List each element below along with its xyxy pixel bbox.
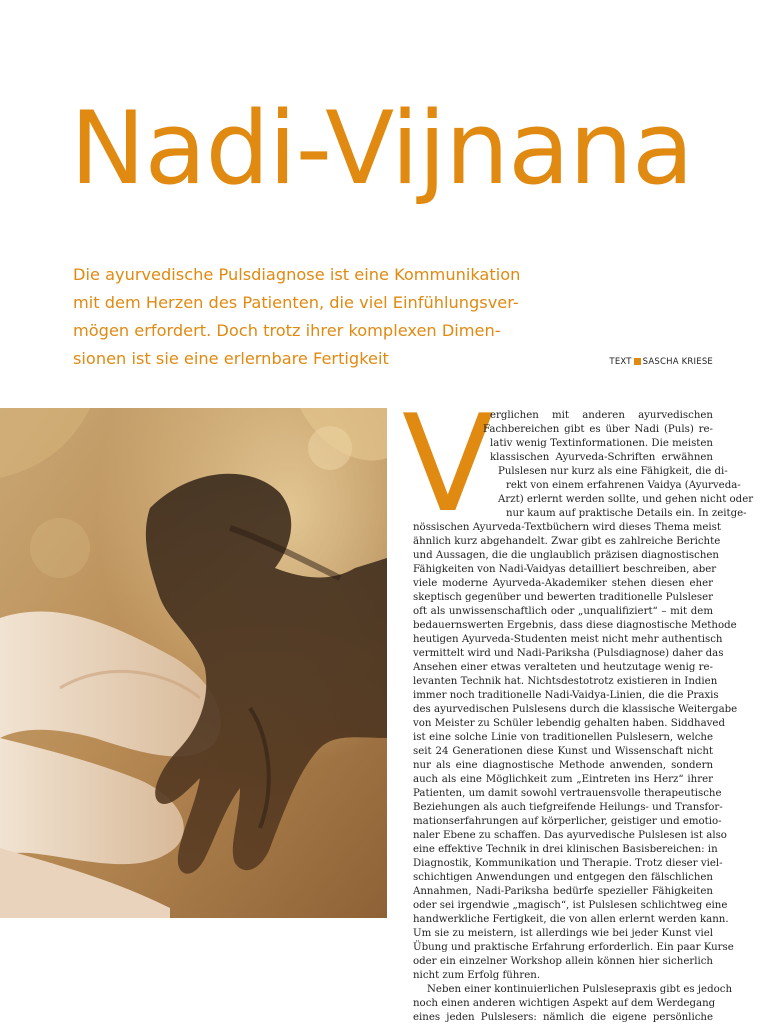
drop-cap: V [402, 386, 494, 542]
body-line: mationserfahrungen auf körperlicher, geistiger und emotio- [413, 816, 722, 827]
body-line: schichtigen Anwendungen und entgegen den fälschlichen [413, 872, 713, 883]
body-line: oder sei irgendwie „magisch“, ist Pulslesen schlichtweg eine [413, 900, 728, 911]
body-line: auch als eine Möglichkeit zum „Eintreten ins Herz“ ihrer [413, 774, 713, 785]
credit-label: TEXT [609, 357, 632, 367]
body-line: immer noch traditionelle Nadi-Vaidya-Linien, die die Praxis [413, 690, 719, 701]
body-line: von Meister zu Schüler lebendig gehalten haben. Siddhaved [413, 718, 725, 729]
body-line: Arzt) erlernt werden sollte, und gehen nicht oder [498, 494, 754, 505]
body-line: rekt von einem erfahrenen Vaidya (Ayurveda- [506, 480, 741, 491]
body-line: Diagnostik, Kommunikation und Therapie. Trotz dieser viel- [413, 858, 723, 869]
hands-photo [0, 408, 387, 918]
lead-paragraph [73, 261, 548, 373]
body-line: eine effektive Technik in drei klinischen Basisbereichen: in [413, 844, 718, 855]
credit-author: SASCHA KRIESE [642, 357, 713, 367]
body-line: erglichen mit anderen ayurvedischen [490, 410, 713, 421]
lead-line: mit dem Herzen des Patienten, die viel Einfühlungsver- [73, 293, 519, 312]
body-line: vermittelt wird und Nadi-Pariksha (Pulsdiagnose) daher das [413, 648, 724, 659]
author-credit [609, 357, 713, 367]
body-line: nur als eine diagnostische Methode anwenden, sondern [413, 760, 713, 771]
body-line: handwerkliche Fertigkeit, die von allen erlernt werden kann. [413, 914, 729, 925]
body-line: viele moderne Ayurveda-Akademiker stehen diesen eher [413, 578, 713, 589]
body-line: heutigen Ayurveda-Studenten meist nicht mehr authentisch [413, 634, 723, 645]
body-line: skeptisch gegenüber und bewerten traditionelle Pulsleser [413, 592, 713, 603]
body-line: eines jeden Pulslesers: nämlich die eigene persönliche [413, 1012, 713, 1023]
body-line: bedauernswerten Ergebnis, dass diese diagnostische Methode [413, 620, 737, 631]
body-line: Beziehungen als auch tiefgreifende Heilungs- und Transfor- [413, 802, 723, 813]
credit-separator-square [634, 358, 641, 365]
body-line: naler Ebene zu schaffen. Das ayurvedische Pulslesen ist also [413, 830, 727, 841]
body-line: klassischen Ayurveda-Schriften erwähnen [490, 452, 713, 463]
body-line: Fachbereichen gibt es über Nadi (Puls) re- [483, 424, 713, 435]
body-line: nicht zum Erfolg führen. [413, 970, 541, 981]
body-line: lativ wenig Textinformationen. Die meisten [490, 438, 713, 449]
body-line: ist eine solche Linie von traditionellen Pulslesern, welche [413, 732, 713, 743]
body-line: seit 24 Generationen diese Kunst und Wissenschaft nicht [413, 746, 713, 757]
body-line: Ansehen einer etwas veralteten und heutzutage wenig re- [413, 662, 713, 673]
body-line: nössischen Ayurveda-Textbüchern wird dieses Thema meist [413, 522, 722, 533]
body-line: noch einen anderen wichtigen Aspekt auf dem Werdegang [413, 998, 716, 1009]
body-line: Patienten, um damit sowohl vertrauensvolle therapeutische [413, 788, 722, 799]
body-line: oder ein einzelner Workshop allein können hier sicherlich [413, 956, 713, 967]
body-text [413, 409, 754, 1025]
body-line: Neben einer kontinuierlichen Pulslesepraxis gibt es jedoch [427, 984, 733, 995]
body-line: levanten Technik hat. Nichtsdestotrotz existieren in Indien [413, 676, 718, 687]
body-line: oft als unwissenschaftlich oder „unqualifiziert“ – mit dem [413, 606, 713, 617]
body-line: ähnlich kurz abgehandelt. Zwar gibt es zahlreiche Berichte [413, 536, 721, 547]
body-line: des ayurvedischen Pulslesens durch die klassische Weitergabe [413, 704, 738, 715]
body-line: Um sie zu meistern, ist allerdings wie bei jeder Kunst viel [413, 928, 713, 939]
body-line: nur kaum auf praktische Details ein. In zeitge- [506, 508, 747, 519]
lead-line: mögen erfordert. Doch trotz ihrer komplexen Dimen- [73, 321, 501, 340]
body-line: Fähigkeiten von Nadi-Vaidyas detailliert beschreiben, aber [413, 564, 717, 575]
lead-line: sionen ist sie eine erlernbare Fertigkeit [73, 349, 389, 368]
lead-line: Die ayurvedische Pulsdiagnose ist eine Kommunikation [73, 265, 521, 284]
article-title: Nadi-Vijnana [70, 89, 693, 207]
body-line: Übung und praktische Erfahrung erforderlich. Ein paar Kurse [413, 942, 734, 953]
body-line: und Aussagen, die die unglaublich präzisen diagnostischen [413, 550, 719, 561]
body-line: Pulslesen nur kurz als eine Fähigkeit, die di- [498, 466, 728, 477]
body-line: Annahmen, Nadi-Pariksha bedürfe spezieller Fähigkeiten [413, 886, 713, 897]
